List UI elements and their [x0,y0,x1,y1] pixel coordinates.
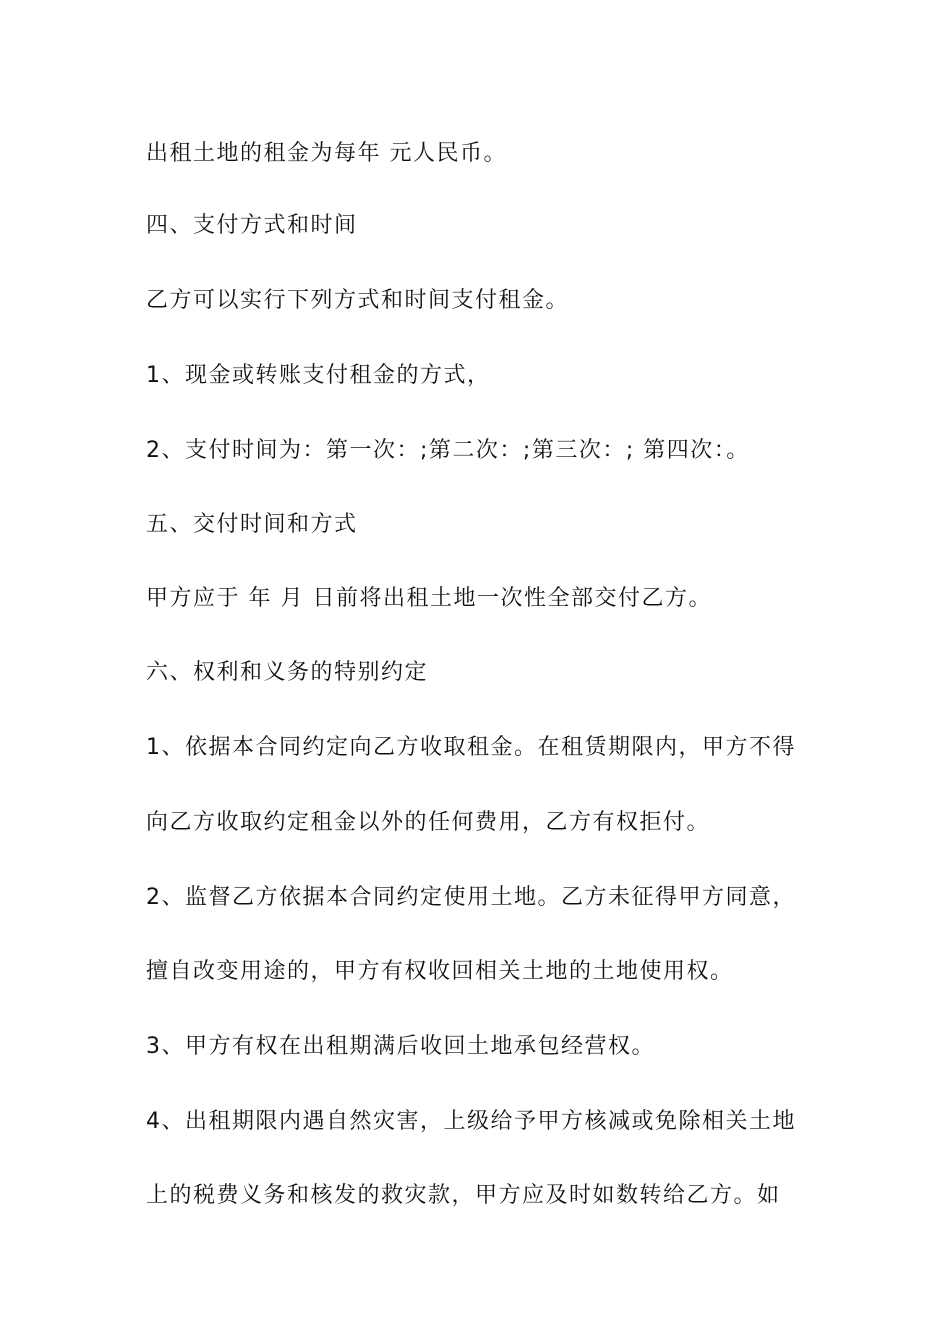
section-heading-delivery: 五、交付时间和方式 [146,512,358,537]
delivery-date-line: 甲方应于 年 月 日前将出租土地一次性全部交付乙方。 [146,586,712,611]
rent-amount-line: 出租土地的租金为每年 元人民币。 [146,141,507,166]
rights-clause-2-line-1: 2、监督乙方依据本合同约定使用土地。乙方未征得甲方同意， [146,885,796,910]
rights-clause-3-line: 3、甲方有权在出租期满后收回土地承包经营权。 [146,1034,655,1059]
rights-clause-1-line-1: 1、依据本合同约定向乙方收取租金。在租赁期限内，甲方不得 [146,735,796,760]
section-heading-rights: 六、权利和义务的特别约定 [146,660,429,685]
section-heading-payment: 四、支付方式和时间 [146,213,358,238]
payment-schedule-line: 2、支付时间为：第一次：;第二次：;第三次：; 第四次：。 [146,438,750,463]
rights-clause-4-line-2: 上的税费义务和核发的救灾款，甲方应及时如数转给乙方。如 [146,1183,781,1208]
payment-intro-line: 乙方可以实行下列方式和时间支付租金。 [146,288,570,313]
rights-clause-1-line-2: 向乙方收取约定租金以外的任何费用，乙方有权拒付。 [146,810,711,835]
rights-clause-4-line-1: 4、出租期限内遇自然灾害，上级给予甲方核减或免除相关土地 [146,1109,796,1134]
payment-method-line: 1、现金或转账支付租金的方式， [146,363,491,388]
rights-clause-2-line-2: 擅自改变用途的，甲方有权收回相关土地的土地使用权。 [146,959,734,984]
